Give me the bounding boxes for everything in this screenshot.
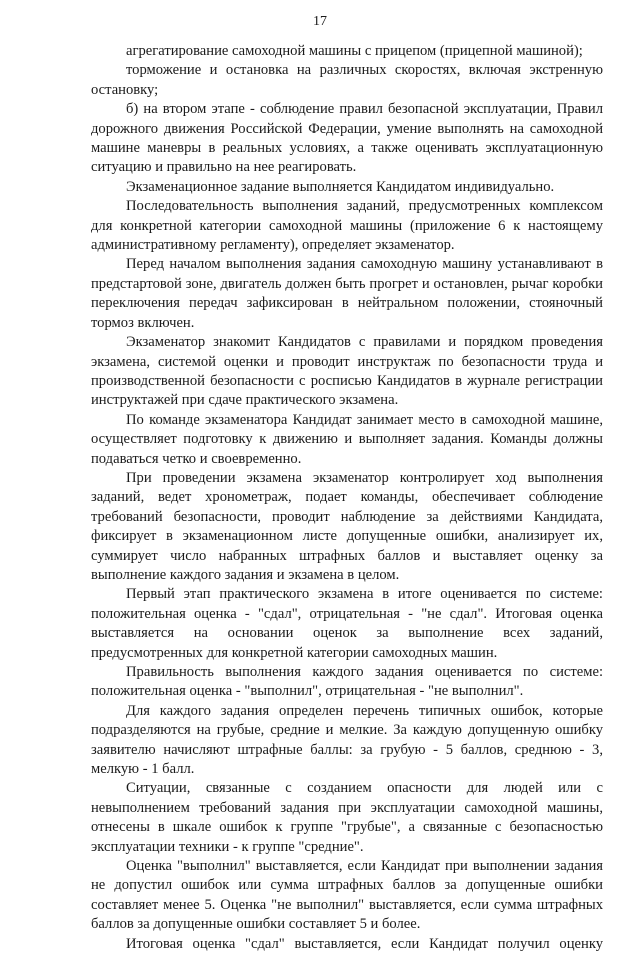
- paragraph: агрегатирование самоходной машины с прицепом (прицепной машиной);: [126, 43, 583, 59]
- paragraph: б) на втором этапе - соблюдение правил безопасной эксплуатации, Правил дорожного движения Российской Федерации, умение выполнять на самоходной машине маневры в реальных условиях, а также оценивать эксплуатационную ситуацию и правильно на нее реагировать.: [91, 101, 603, 176]
- page-number: 17: [313, 14, 327, 29]
- paragraph: Экзаменационное задание выполняется Кандидатом индивидуально.: [126, 178, 555, 195]
- paragraph: По команде экзаменатора Кандидат занимает место в самоходной машине, осуществляет подготовку к движению и выполняет задания. Команды должны подаваться четко и своевременно.: [91, 411, 603, 467]
- paragraph: Последовательность выполнения заданий, предусмотренных комплексом для конкретной категории самоходной машины (приложение 6 к настоящему административному регламенту), определяет экзаменатор.: [91, 198, 603, 254]
- paragraph: Оценка "выполнил" выставляется, если Кандидат при выполнении задания не допустил ошибок или сумма штрафных баллов за допущенные ошибки составляет менее 5. Оценка "не выполнил" выставляется, если сумма штрафных баллов за допущенные ошибки составляет 5 и более.: [91, 858, 603, 933]
- paragraph: Правильность выполнения каждого задания оценивается по системе: положительная оценка - "выполнил", отрицательная - "не выполнил".: [91, 664, 603, 700]
- paragraph: Ситуации, связанные с созданием опасности для людей или с невыполнением требований задания при эксплуатации самоходной машины, отнесены в шкале ошибок к группе "грубые", а связанные с безопасностью эксплуатации техники - к группе "средние".: [91, 780, 603, 855]
- paragraph: Экзаменатор знакомит Кандидатов с правилами и порядком проведения экзамена, системой оценки и проводит инструктаж по безопасности труда и производственной безопасности с росписью Кандидатов в журнале регистрации инструктажей при сдаче практического экзамена.: [91, 334, 603, 409]
- paragraph: Перед началом выполнения задания самоходную машину устанавливают в предстартовой зоне, двигатель должен быть прогрет и остановлен, рычаг коробки переключения передач зафиксирован в нейтральном положении, стояночный тормоз включен.: [91, 256, 603, 331]
- paragraph-continued: Итоговая оценка "сдал" выставляется, если Кандидат получил оценку: [126, 935, 603, 952]
- paragraph: При проведении экзамена экзаменатор контролирует ход выполнения заданий, ведет хронометраж, подает команды, обеспечивает соблюдение требований безопасности, проводит наблюдение за действиями Кандидата, фиксирует в экзаменационном листе допущенные ошибки, анализирует их, суммирует число набранных штрафных баллов и выставляет оценку за выполнение каждого задания и экзамена в целом.: [91, 469, 603, 583]
- paragraph: Для каждого задания определен перечень типичных ошибок, которые подразделяются на грубые, средние и мелкие. За каждую допущенную ошибку заявителю начисляют штрафные баллы: за грубую - 5 баллов, среднюю - 3, мелкую - 1 балл.: [91, 702, 603, 778]
- paragraph: Первый этап практического экзамена в итоге оценивается по системе: положительная оценка - "сдал", отрицательная - "не сдал". Итоговая оценка выставляется на основании оценок за выполнение всех заданий, предусмотренных для конкретной категории самоходных машин.: [91, 586, 603, 661]
- document-body: [91, 42, 603, 954]
- paragraph: торможение и остановка на различных скоростях, включая экстренную остановку;: [91, 62, 603, 98]
